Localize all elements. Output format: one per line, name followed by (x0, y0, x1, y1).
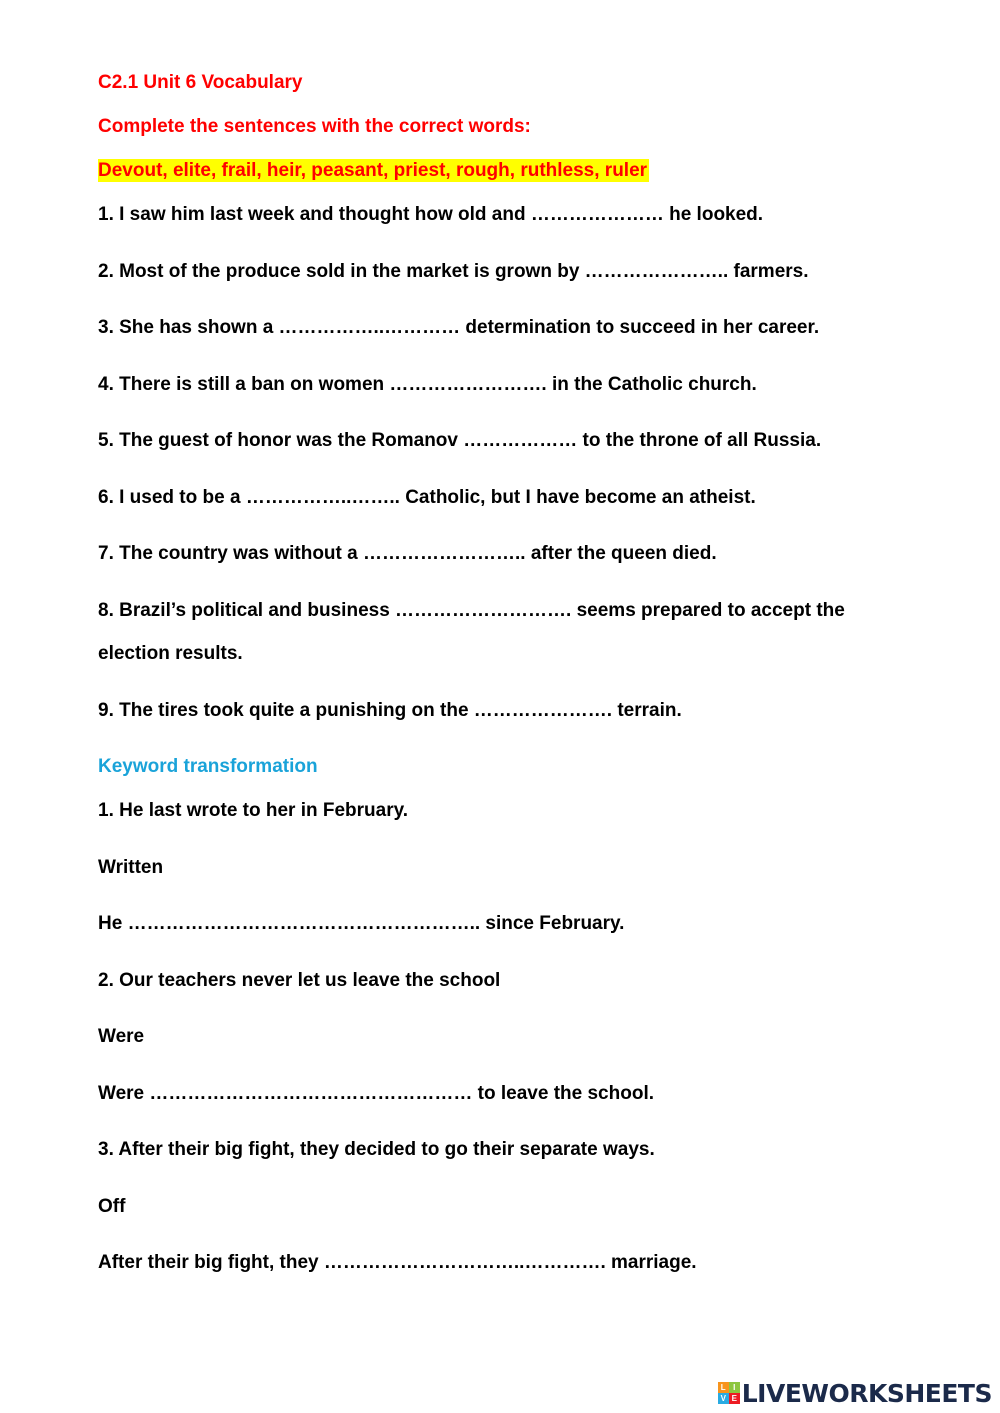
keyword-q1-keyword: Written (98, 857, 164, 878)
logo-text: LIVEWORKSHEETS (741, 1378, 992, 1408)
vocab-item-9: 9. The tires took quite a punishing on the …………………. terrain. (98, 700, 682, 721)
keyword-heading: Keyword transformation (98, 756, 318, 777)
word-bank (98, 159, 649, 183)
vocab-item-7: 7. The country was without a …………………….. after the queen died. (98, 543, 717, 564)
logo-letter-v: V (718, 1393, 729, 1404)
keyword-q1-answer: He ……………………………………………….. since February. (98, 913, 625, 934)
liveworksheets-logo[interactable] (718, 1379, 992, 1407)
keyword-q2-sentence: 2. Our teachers never let us leave the school (98, 970, 501, 991)
vocab-item-6: 6. I used to be a ……………..…….. Catholic, but I have become an atheist. (98, 487, 756, 508)
keyword-q2-keyword: Were (98, 1026, 145, 1047)
logo-letter-e: E (729, 1393, 740, 1404)
vocab-item-8: 8. Brazil’s political and business ………………………. seems prepared to accept the (98, 600, 845, 621)
word-bank-text: Devout, elite, frail, heir, peasant, priest, rough, ruthless, ruler (98, 160, 648, 181)
logo-letter-i: I (729, 1382, 740, 1393)
keyword-q1-sentence: 1. He last wrote to her in February. (98, 800, 409, 821)
keyword-q3-sentence: 3. After their big fight, they decided to go their separate ways. (98, 1139, 655, 1160)
instruction-text: Complete the sentences with the correct words: (98, 116, 531, 137)
keyword-q3-answer: After their big fight, they …………………………..…………. marriage. (98, 1252, 697, 1273)
liveworksheets-logo-icon (718, 1382, 740, 1404)
keyword-q3-keyword: Off (98, 1196, 126, 1217)
vocab-item-1: 1. I saw him last week and thought how old and ………………… he looked. (98, 204, 764, 225)
worksheet-title: C2.1 Unit 6 Vocabulary (98, 72, 303, 93)
keyword-q2-answer: Were …………………………………………… to leave the school. (98, 1083, 655, 1104)
vocab-item-3: 3. She has shown a ……………..………… determination to succeed in her career. (98, 317, 820, 338)
logo-letter-l: L (718, 1382, 729, 1393)
vocab-item-4: 4. There is still a ban on women ……………………. in the Catholic church. (98, 374, 757, 395)
vocab-item-8-continued: election results. (98, 643, 243, 664)
vocab-item-5: 5. The guest of honor was the Romanov ……………… to the throne of all Russia. (98, 430, 822, 451)
vocab-item-2: 2. Most of the produce sold in the market is grown by ………………….. farmers. (98, 261, 809, 282)
